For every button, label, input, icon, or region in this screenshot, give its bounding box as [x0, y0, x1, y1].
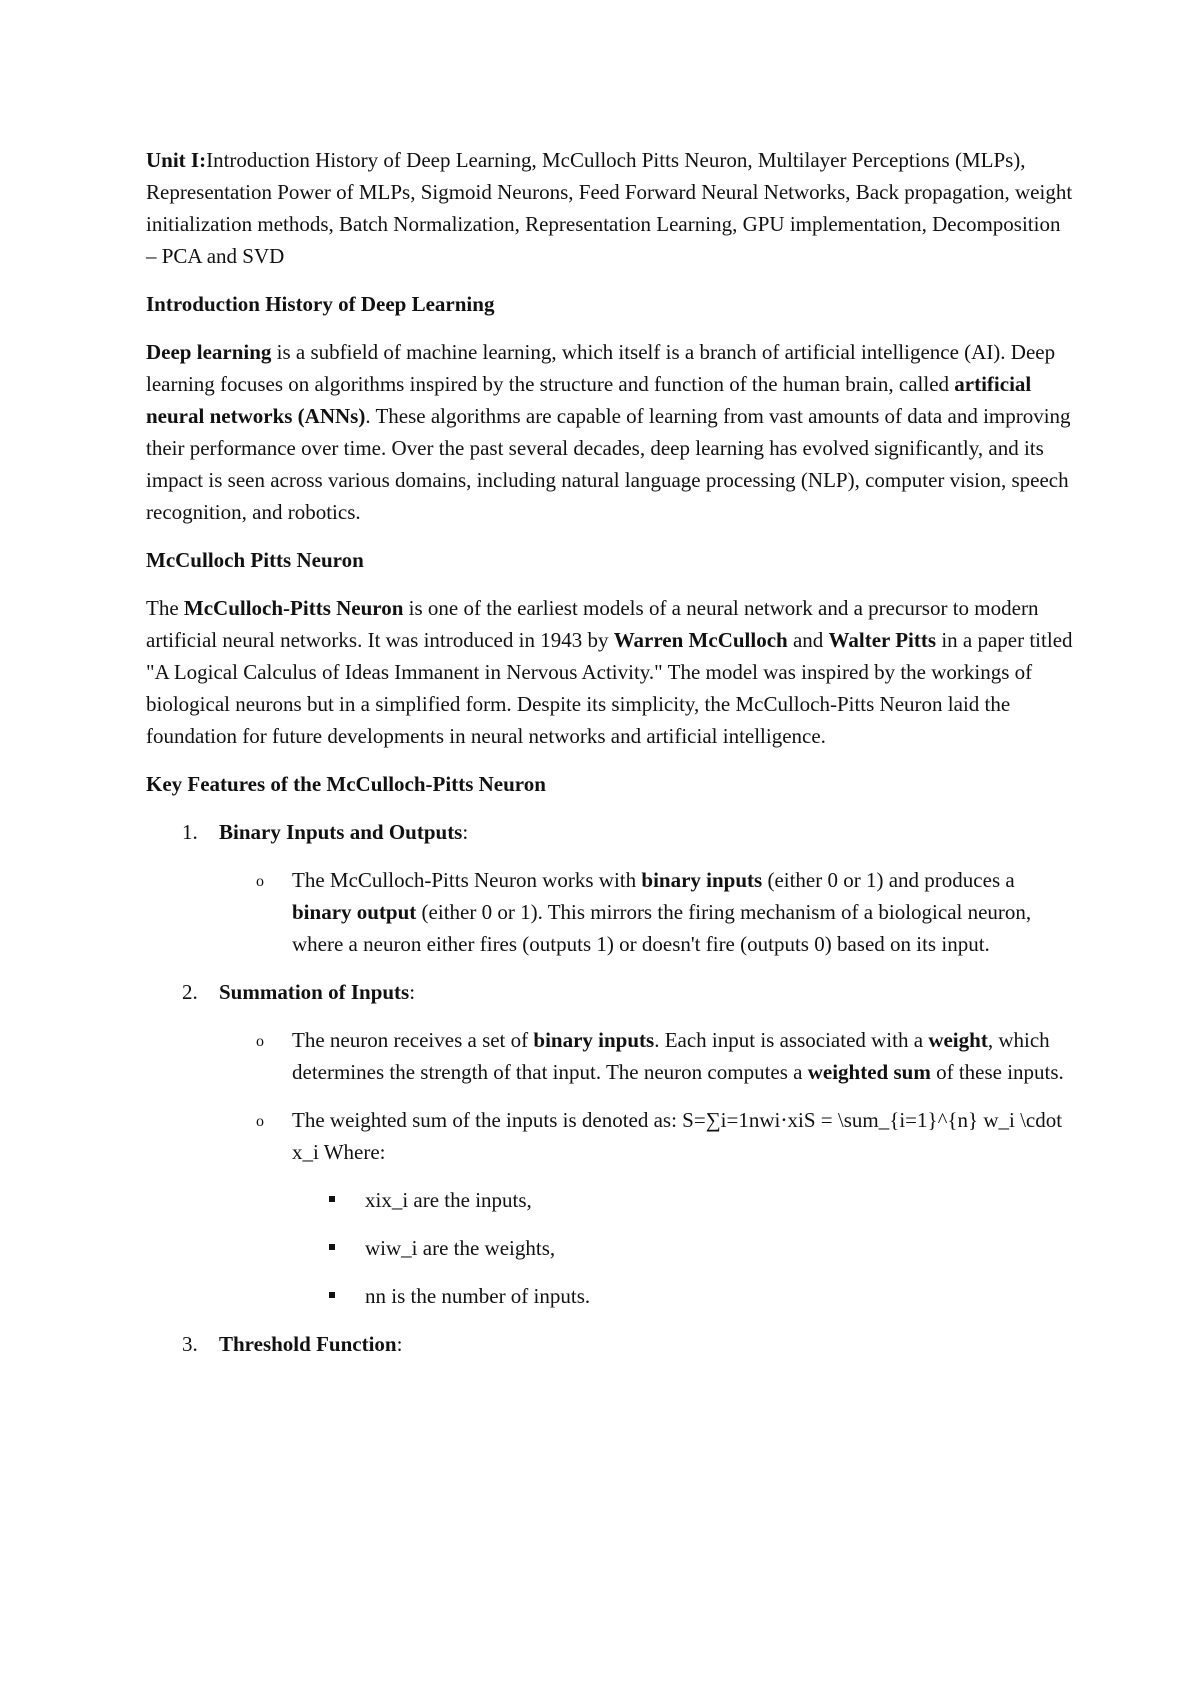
- heading-mcp: McCulloch Pitts Neuron: [146, 548, 364, 572]
- sub-sub-text: xix_i are the inputs,: [365, 1188, 532, 1212]
- mcp-bold-walter: Walter Pitts: [828, 628, 937, 652]
- feature-colon: :: [409, 980, 416, 1004]
- mcp-text-4: in a paper titled "A Logical Calculus of Ideas Immanent in Nervous Activity." The model was inspired by the workings of biological neurons but in a simplified form. Despite its simplicity, the McCulloch-Pitts Neuron laid the foundation for future developments in neural networks and artificial intelligence.: [146, 628, 1073, 748]
- sub-text: The McCulloch-Pitts Neuron works with: [292, 868, 642, 892]
- sub-text: The weighted sum of the inputs is denoted as: S=∑i=1nwi⋅xiS = \sum_{i=1}^{n} w_i \cdot x_i Where:: [292, 1108, 1063, 1164]
- feature-title: Threshold Function: [219, 1332, 397, 1356]
- feature-item-binary: [146, 816, 1076, 960]
- square-bullet-icon: [329, 1244, 335, 1250]
- sub-text: , which determines the strength of that input. The neuron computes a: [292, 1028, 1050, 1084]
- sub-text: . Each input is associated with a: [654, 1028, 929, 1052]
- mcp-text-1: The: [146, 596, 184, 620]
- sub-sub-text: wiw_i are the weights,: [365, 1236, 556, 1260]
- sub-text: (either 0 or 1). This mirrors the firing mechanism of a biological neuron, where a neuron either fires (outputs 1) or doesn't fire (outputs 0) based on its input.: [292, 900, 1032, 956]
- sub-bold: binary output: [292, 900, 417, 924]
- mcp-text-3: and: [787, 628, 829, 652]
- circle-bullet-icon: o: [256, 873, 264, 890]
- sub-text: (either 0 or 1) and produces a: [762, 868, 1015, 892]
- sub-bold: weighted sum: [807, 1060, 931, 1084]
- feature-number: 2.: [182, 980, 198, 1004]
- sub-item: [219, 864, 1076, 960]
- sub-item: [219, 1024, 1076, 1088]
- sub-text: of these inputs.: [930, 1060, 1064, 1084]
- intro-text-1: is a subfield of machine learning, which itself is a branch of artificial intelligence (AI). Deep learning focuses on algorithms inspired by the structure and function of the human brain, called: [146, 340, 1056, 396]
- mcp-text-2: is one of the earliest models of a neural network and a precursor to modern artificial neural networks. It was introduced in 1943 by: [146, 596, 1039, 652]
- feature-colon: :: [396, 1332, 403, 1356]
- unit-text: Introduction History of Deep Learning, McCulloch Pitts Neuron, Multilayer Perceptions (MLPs), Representation Power of MLPs, Sigmoid Neurons, Feed Forward Neural Networks, Back propagation, weight initialization methods, Batch Normalization, Representation Learning, GPU implementation, Decomposition – PCA and SVD: [146, 148, 1073, 268]
- feature-number: 3.: [182, 1332, 198, 1356]
- document-content: [146, 144, 1076, 1376]
- sub-bold: binary inputs: [533, 1028, 655, 1052]
- feature-colon: :: [462, 820, 469, 844]
- intro-bold-deep-learning: Deep learning: [146, 340, 272, 364]
- feature-sublist: [219, 1024, 1076, 1312]
- mcp-bold-warren: Warren McCulloch: [613, 628, 788, 652]
- sub-text: The neuron receives a set of: [292, 1028, 534, 1052]
- heading-key-features: Key Features of the McCulloch-Pitts Neuron: [146, 772, 546, 796]
- feature-title: Binary Inputs and Outputs: [219, 820, 463, 844]
- sub-sub-text: nn is the number of inputs.: [365, 1284, 591, 1308]
- feature-title: Summation of Inputs: [219, 980, 410, 1004]
- intro-text-2: . These algorithms are capable of learning from vast amounts of data and improving their performance over time. Over the past several decades, deep learning has evolved significantly, and its impact is seen across various domains, including natural language processing (NLP), computer vision, speech recognition, and robotics.: [146, 404, 1071, 524]
- sub-bold: weight: [928, 1028, 988, 1052]
- intro-bold-anns: artificial neural networks (ANNs): [146, 372, 1032, 428]
- sub-sub-item: [292, 1184, 1076, 1216]
- mcp-bold-neuron: McCulloch-Pitts Neuron: [183, 596, 404, 620]
- feature-item-threshold: [146, 1328, 1076, 1360]
- feature-sublist: [219, 864, 1076, 960]
- sub-sub-item: [292, 1280, 1076, 1312]
- mcp-paragraph: [146, 592, 1076, 752]
- unit-label: Unit I:: [146, 148, 207, 172]
- circle-bullet-icon: o: [256, 1033, 264, 1050]
- circle-bullet-icon: o: [256, 1113, 264, 1130]
- sub-item: [219, 1104, 1076, 1312]
- heading-intro: Introduction History of Deep Learning: [146, 292, 495, 316]
- sub-sub-item: [292, 1232, 1076, 1264]
- unit-summary: [146, 144, 1076, 272]
- feature-item-summation: [146, 976, 1076, 1312]
- sub-bold: binary inputs: [641, 868, 763, 892]
- square-bullet-icon: [329, 1292, 335, 1298]
- feature-number: 1.: [182, 820, 198, 844]
- features-list: [146, 816, 1076, 1360]
- sub-sublist: [292, 1184, 1076, 1312]
- intro-paragraph: [146, 336, 1076, 528]
- square-bullet-icon: [329, 1196, 335, 1202]
